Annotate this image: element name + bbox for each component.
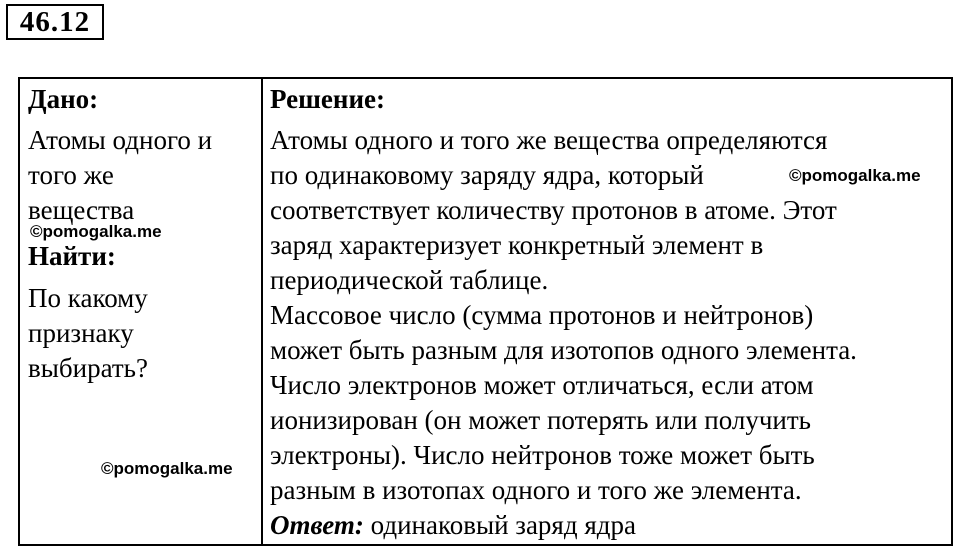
- task-number: 46.12: [6, 4, 104, 40]
- watermark: ©pomogalka.me: [101, 459, 233, 478]
- given-heading: Дано:: [28, 84, 99, 114]
- watermark: ©pomogalka.me: [789, 166, 921, 185]
- find-line: выбирать?: [28, 353, 148, 383]
- answer-line: [270, 508, 950, 543]
- solution-line: Атомы одного и того же вещества определяются: [270, 125, 828, 155]
- answer-label: Ответ:: [270, 510, 364, 540]
- given-line: того же: [28, 160, 114, 190]
- solution-line: периодической таблице.: [270, 265, 549, 295]
- solution-line: Массовое число (сумма протонов и нейтронов): [270, 300, 814, 330]
- solution-line: ионизирован (он может потерять или получить: [270, 405, 811, 435]
- column-divider: [261, 79, 263, 544]
- solution-line: по одинаковому заряду ядра, который: [270, 160, 704, 190]
- find-line: признаку: [28, 318, 134, 348]
- solution-line: разным в изотопах одного и того же элемента.: [270, 475, 802, 505]
- given-line: вещества: [28, 195, 135, 225]
- solution-line: электроны). Число нейтронов тоже может быть: [270, 440, 815, 470]
- given-text: [28, 123, 212, 228]
- answer-text: одинаковый заряд ядра: [363, 510, 636, 540]
- solution-text: [270, 123, 950, 543]
- solution-heading: Решение:: [270, 84, 385, 114]
- solution-line: может быть разным для изотопов одного элемента.: [270, 335, 857, 365]
- solution-line: соответствует количеству протонов в атоме. Этот: [270, 195, 837, 225]
- find-line: По какому: [28, 283, 148, 313]
- given-line: Атомы одного и: [28, 125, 213, 155]
- solution-line: заряд характеризует конкретный элемент в: [270, 230, 764, 260]
- watermark: ©pomogalka.me: [30, 222, 162, 241]
- solution-line: Число электронов может отличаться, если атом: [270, 370, 814, 400]
- find-text: [28, 281, 148, 386]
- find-heading: Найти:: [28, 241, 116, 271]
